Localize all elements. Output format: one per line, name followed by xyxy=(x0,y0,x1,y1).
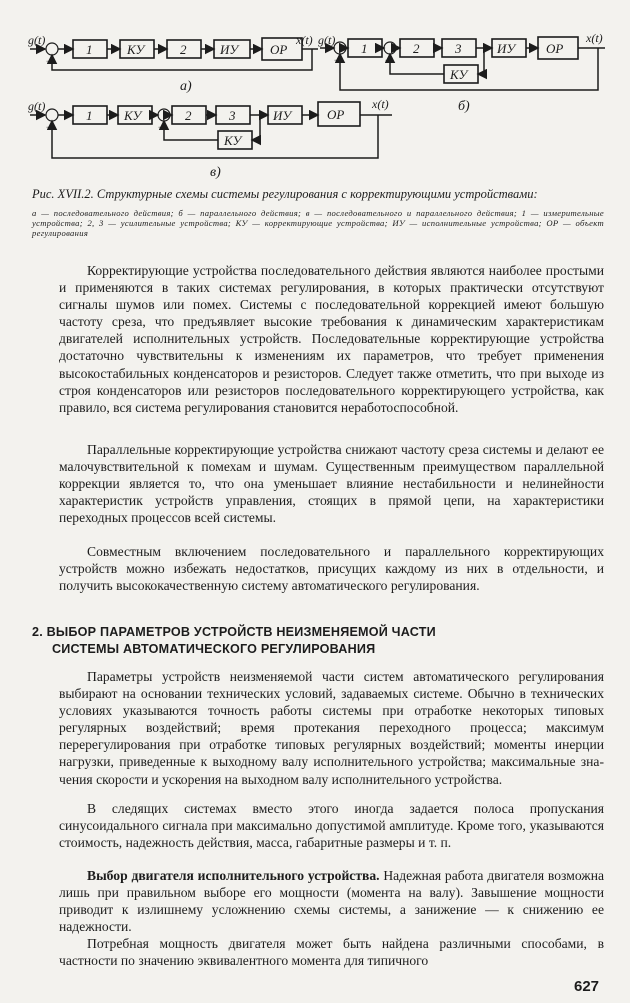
motor-selection-text: Надежная работа двигателя возможна лишь при правильном выборе его мощности (момента на валу). Завышение мощности приводит к излишнему усложнению схемы системы, а занижение — к снижению ее надежности. xyxy=(59,868,604,935)
svg-text:ОР: ОР xyxy=(546,41,564,56)
diagram-a-input-label: g(t) xyxy=(28,33,46,47)
svg-text:КУ: КУ xyxy=(127,42,145,57)
svg-text:ОР: ОР xyxy=(327,107,345,122)
diagram-c-label: в) xyxy=(210,165,221,180)
diagram-a-label: а) xyxy=(180,79,192,94)
section-heading-line-1: 2. ВЫБОР ПАРАМЕТРОВ УСТРОЙСТВ НЕИЗМЕНЯЕМОЙ ЧАСТИ xyxy=(32,625,436,639)
svg-text:1: 1 xyxy=(86,42,93,57)
svg-text:−: − xyxy=(334,55,340,65)
section-heading xyxy=(32,624,604,658)
paragraph-parameters: Параметры устройств неизменяемой части систем автоматического регулирования выбирают на основании технических условий, задаваемых системе. Обычно в технических условиях указываются точность работы системы при отработке некоторых типовых регулярных воздействий; время протекания переходного процесса; максимум перерегулирования при отработке типовых регулярных воздействий; моменты инерции нагрузки, приведенные к выходному валу исполнительного устройства; максимальные значения скорости и ускорения на выходном валу исполнительного устройства. xyxy=(59,669,604,787)
section-heading-line-2: СИСТЕМЫ АВТОМАТИЧЕСКОГО РЕГУЛИРОВАНИЯ xyxy=(52,642,376,656)
diagram-b xyxy=(318,31,605,114)
figure-legend: а — последовательного действия; б — параллельного действия; в — последовательного и параллельного действия; 1 — измерительные устройства; 2, 3 — усилительные устройства; КУ — корректирующие устройства; ИУ — исполнительные устройства; ОР — объект регулирования xyxy=(32,208,604,238)
diagram-b-summing-junction-2 xyxy=(384,42,396,54)
svg-text:КУ: КУ xyxy=(450,67,468,82)
svg-text:−: − xyxy=(385,55,391,65)
paragraph-tracking-systems: В следящих системах вместо этого иногда задается полоса пропускания синусоидального сигнала при максимально допустимой амплитуде. Кроме того, указываются стоимость, надежность действия, масса, габаритные размеры и т. п. xyxy=(59,801,604,851)
diagram-b-label: б) xyxy=(458,99,470,114)
svg-text:ИУ: ИУ xyxy=(273,108,292,123)
svg-text:2: 2 xyxy=(413,41,420,56)
diagram-c-summing-junction-1 xyxy=(46,109,58,121)
svg-text:ИУ: ИУ xyxy=(497,41,516,56)
svg-text:3: 3 xyxy=(229,108,236,123)
svg-text:2: 2 xyxy=(180,42,187,57)
svg-text:ИУ: ИУ xyxy=(220,42,239,57)
diagram-a-output-label: x(t) xyxy=(296,33,313,47)
page-number: 627 xyxy=(574,978,600,995)
svg-text:−: − xyxy=(46,122,52,132)
svg-text:КУ: КУ xyxy=(124,108,142,123)
svg-text:3: 3 xyxy=(455,41,462,56)
diagram-b-summing-junction-1 xyxy=(334,42,346,54)
svg-text:1: 1 xyxy=(86,108,93,123)
svg-text:−: − xyxy=(158,122,164,132)
paragraph-motor-power: Потребная мощность двигателя может быть найдена различными способами, в частности по значению эквивалентного момента для типичного xyxy=(59,936,604,969)
diagram-c xyxy=(28,97,392,180)
figure-caption: Рис. XVII.2. Структурные схемы системы регулирования с корректирующими устройствами: xyxy=(32,187,538,201)
svg-text:2: 2 xyxy=(185,108,192,123)
motor-selection-run-in-heading: Выбор двигателя исполнительного устройства. xyxy=(87,868,380,883)
diagram-c-output-label: x(t) xyxy=(372,97,389,111)
diagram-b-output-label: x(t) xyxy=(586,31,603,45)
paragraph-serial-correction: Корректирующие устройства последовательного действия являются наиболее простыми и применяются в таких системах регулирования, в которых практически отсутствуют сигналы шумов или помех. Системы с последовательной коррекцией имеют большую частоту среза, что предъявляет высокие требования к динамическим характеристикам двигателей исполнительных устройств. Последовательные корректирующие устройства достаточно чувствительны к изменениям их параметров, что требует применения высокостабильных конденсаторов и резисторов. Следует также отметить, что при выходе из строя конденсаторов или резисторов последовательного корректирующего устройства, как правило, вся система регулирования становится неработоспособной. xyxy=(59,263,604,415)
diagram-c-summing-junction-2 xyxy=(158,109,170,121)
svg-text:−: − xyxy=(46,56,52,66)
diagram-a xyxy=(28,33,318,94)
svg-text:1: 1 xyxy=(361,41,368,56)
paragraph-motor-selection xyxy=(59,867,604,935)
svg-text:КУ: КУ xyxy=(224,133,242,148)
diagram-b-input-label: g(t) xyxy=(318,33,336,47)
svg-text:ОР: ОР xyxy=(270,42,288,57)
diagram-a-summing-junction xyxy=(46,43,58,55)
diagram-c-input-label: g(t) xyxy=(28,99,46,113)
paragraph-parallel-correction: Параллельные корректирующие устройства снижают частоту среза системы и делают ее малочувствительной к помехам и шумам. Существенным преимуществом параллельной коррекции является то, что она уменьшает влияние нестабильности и нелинейности характеристик устройств управления, стоящих в прямой цепи, на характеристики переходных процессов всей системы. xyxy=(59,442,604,526)
paragraph-combined-correction: Совместным включением последовательного и параллельного корректирующих устройств можно избежать недостатков, присущих каждому из них в отдельности, и получить высококачественную систему автоматического регулирования. xyxy=(59,544,604,594)
block-diagrams-figure xyxy=(0,0,630,184)
